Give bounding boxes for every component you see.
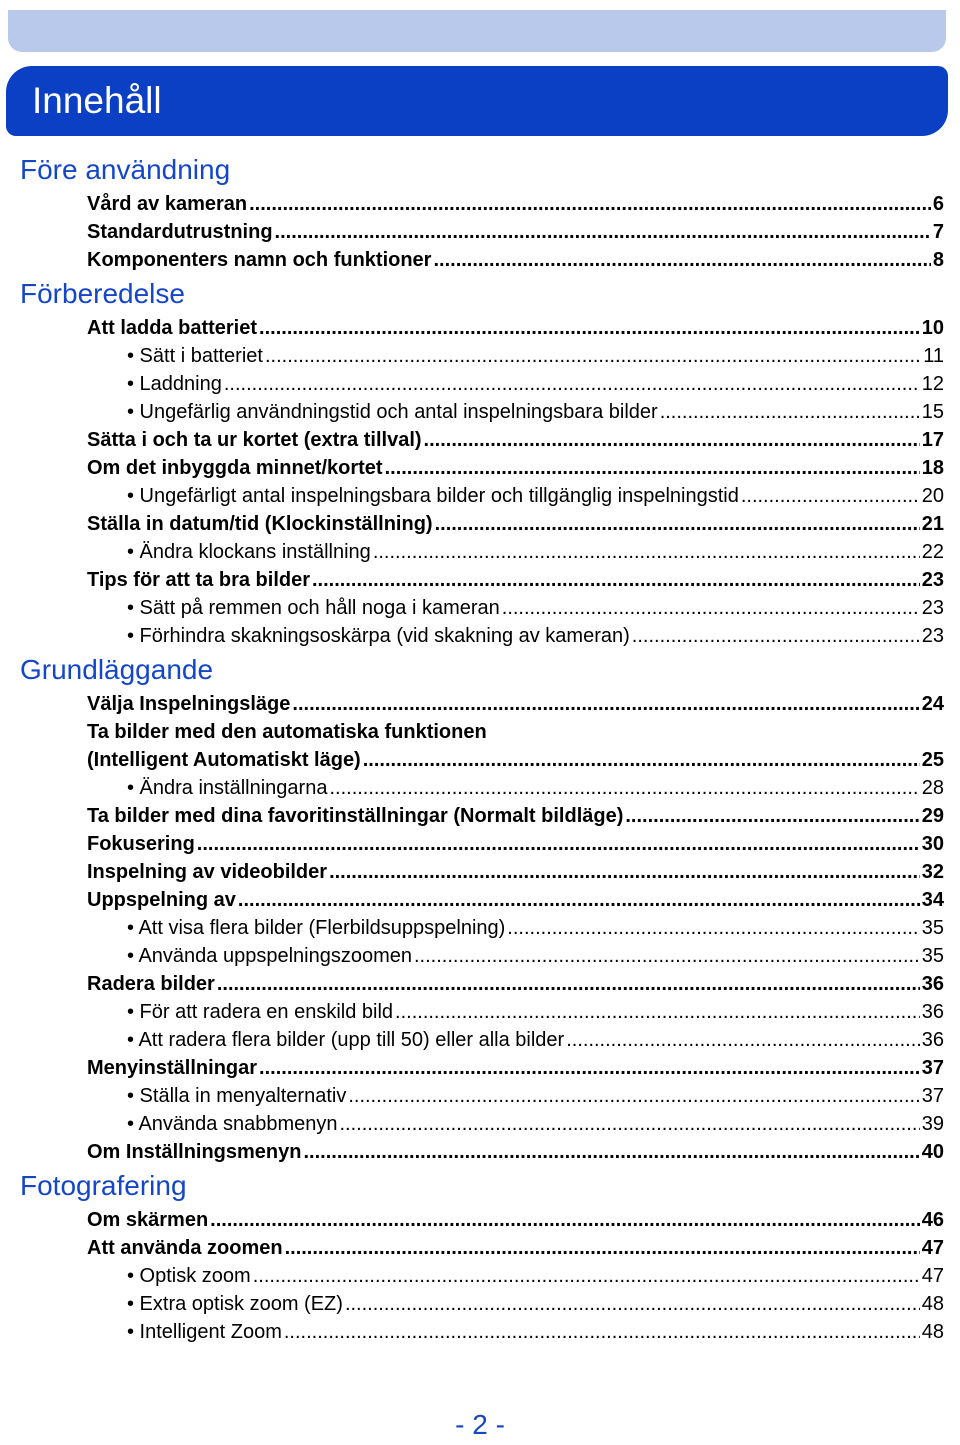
entry-page-number: 47	[921, 1237, 944, 1259]
entry-title: • Att radera flera bilder (upp till 50) eller alla bilder	[127, 1029, 565, 1051]
toc-subentry[interactable]	[127, 594, 944, 622]
entry-title: Vård av kameran	[87, 193, 248, 215]
dot-leader	[741, 482, 920, 510]
dot-leader	[259, 314, 920, 342]
toc-entry[interactable]	[87, 1054, 944, 1082]
entry-title: Radera bilder	[87, 973, 215, 995]
toc-entry[interactable]	[87, 314, 944, 342]
toc-entry[interactable]	[87, 218, 944, 246]
entry-page-number: 7	[932, 221, 944, 243]
dot-leader	[285, 1234, 920, 1262]
page-number: - 2 -	[455, 1409, 505, 1440]
title-banner	[6, 66, 948, 136]
entry-title: Välja Inspelningsläge	[87, 693, 291, 715]
entry-title: Att använda zoomen	[87, 1237, 283, 1259]
entry-page-number: 24	[921, 693, 944, 715]
entry-title: • Ändra inställningarna	[127, 777, 328, 799]
entry-page-number: 34	[921, 889, 944, 911]
dot-leader	[259, 1054, 920, 1082]
dot-leader	[303, 1138, 919, 1166]
entry-title: • Använda snabbmenyn	[127, 1113, 338, 1135]
dot-leader	[363, 746, 920, 774]
toc-entry[interactable]	[87, 566, 944, 594]
entry-title: Ta bilder med dina favoritinställningar (Normalt bildläge)	[87, 805, 624, 827]
dot-leader	[210, 1206, 920, 1234]
dot-leader	[329, 774, 919, 802]
entry-title: Att ladda batteriet	[87, 317, 258, 339]
entry-page-number: 39	[921, 1113, 944, 1135]
toc-entry[interactable]	[87, 802, 944, 830]
dot-leader	[249, 190, 931, 218]
toc-entry[interactable]	[87, 830, 944, 858]
dot-leader	[424, 426, 920, 454]
toc-entry[interactable]	[87, 1234, 944, 1262]
entry-page-number: 37	[921, 1085, 944, 1107]
dot-leader	[275, 218, 931, 246]
toc-subentry[interactable]	[127, 774, 944, 802]
toc-entry[interactable]	[87, 718, 944, 746]
dot-leader	[238, 886, 920, 914]
entry-title: • Ungefärligt antal inspelningsbara bilder och tillgänglig inspelningstid	[127, 485, 739, 507]
entry-page-number: 23	[921, 569, 944, 591]
entry-page-number: 32	[921, 861, 944, 883]
dot-leader	[502, 594, 920, 622]
toc-entry[interactable]	[87, 1138, 944, 1166]
entry-title: Fokusering	[87, 833, 195, 855]
entry-title: • Optisk zoom	[127, 1265, 251, 1287]
toc-subentry[interactable]	[127, 1110, 944, 1138]
entry-title: • Sätt på remmen och håll noga i kameran	[127, 597, 500, 619]
section-heading: Före användning	[20, 154, 231, 185]
toc-subentry[interactable]	[127, 370, 944, 398]
toc-entry[interactable]	[87, 454, 944, 482]
top-bar	[8, 10, 946, 52]
toc-subentry[interactable]	[127, 538, 944, 566]
entry-page-number: 12	[921, 373, 944, 395]
toc-subentry[interactable]	[127, 1082, 944, 1110]
entry-title: Ställa in datum/tid (Klockinställning)	[87, 513, 433, 535]
entry-page-number: 20	[921, 485, 944, 507]
toc-section	[0, 150, 960, 274]
entry-title: (Intelligent Automatiskt läge)	[87, 749, 361, 771]
entry-page-number: 22	[921, 541, 944, 563]
entry-title: • Ändra klockans inställning	[127, 541, 371, 563]
entry-page-number: 36	[921, 973, 944, 995]
entry-title: Tips för att ta bra bilder	[87, 569, 310, 591]
toc-subentry[interactable]	[127, 342, 944, 370]
entry-title: • För att radera en enskild bild	[127, 1001, 394, 1023]
section-heading: Fotografering	[20, 1170, 187, 1201]
dot-leader	[373, 538, 920, 566]
toc-entry[interactable]	[87, 858, 944, 886]
entry-title: • Förhindra skakningsoskärpa (vid skakning av kameran)	[127, 625, 630, 647]
dot-leader	[348, 1082, 919, 1110]
entry-title: • Laddning	[127, 373, 222, 395]
toc-entry[interactable]	[87, 510, 944, 538]
toc-entry[interactable]	[87, 690, 944, 718]
dot-leader	[385, 454, 920, 482]
entry-page-number: 18	[921, 457, 944, 479]
dot-leader	[340, 1110, 920, 1138]
entry-title: • Ställa in menyalternativ	[127, 1085, 347, 1107]
entry-page-number: 48	[921, 1293, 944, 1315]
entry-page-number: 47	[921, 1265, 944, 1287]
entry-page-number: 23	[921, 625, 944, 647]
entry-page-number: 21	[921, 513, 944, 535]
toc-section	[0, 650, 960, 1166]
dot-leader	[566, 1026, 920, 1054]
toc-subentry[interactable]	[127, 398, 944, 426]
dot-leader	[217, 970, 920, 998]
toc-entry[interactable]	[87, 970, 944, 998]
dot-leader	[433, 246, 930, 274]
toc-subentry[interactable]	[127, 622, 944, 650]
entry-title: Menyinställningar	[87, 1057, 258, 1079]
entry-title: Sätta i och ta ur kortet (extra tillval)	[87, 429, 422, 451]
toc-entry[interactable]	[87, 190, 944, 218]
entry-title: Om det inbyggda minnet/kortet	[87, 457, 383, 479]
dot-leader	[414, 942, 920, 970]
entry-title: • Att visa flera bilder (Flerbildsuppspelning)	[127, 917, 506, 939]
toc-subentry[interactable]	[127, 1262, 944, 1290]
toc-entry[interactable]	[87, 246, 944, 274]
dot-leader	[507, 914, 919, 942]
entry-page-number: 46	[921, 1209, 944, 1231]
entry-title: • Sätt i batteriet	[127, 345, 263, 367]
dot-leader	[292, 690, 919, 718]
toc-subentry[interactable]	[127, 1290, 944, 1318]
entry-page-number: 35	[921, 917, 944, 939]
toc-subentry[interactable]	[127, 1026, 944, 1054]
toc-subentry[interactable]	[127, 1318, 944, 1346]
dot-leader	[265, 342, 921, 370]
page-title: Innehåll	[32, 80, 162, 121]
entry-page-number: 36	[921, 1029, 944, 1051]
entry-page-number: 30	[921, 833, 944, 855]
entry-page-number: 29	[921, 805, 944, 827]
toc-subentry[interactable]	[127, 914, 944, 942]
table-of-contents	[0, 150, 960, 1346]
entry-page-number: 17	[921, 429, 944, 451]
toc-section	[0, 274, 960, 650]
section-heading: Grundläggande	[20, 654, 214, 685]
entry-title: • Extra optisk zoom (EZ)	[127, 1293, 343, 1315]
section-heading: Förberedelse	[20, 278, 185, 309]
entry-title: • Ungefärlig användningstid och antal inspelningsbara bilder	[127, 401, 658, 423]
dot-leader	[312, 566, 920, 594]
dot-leader	[632, 622, 920, 650]
entry-page-number: 10	[921, 317, 944, 339]
entry-page-number: 40	[921, 1141, 944, 1163]
dot-leader	[224, 370, 920, 398]
entry-page-number: 8	[932, 249, 944, 271]
entry-title: Inspelning av videobilder	[87, 861, 328, 883]
entry-page-number: 35	[921, 945, 944, 967]
dot-leader	[395, 998, 920, 1026]
dot-leader	[435, 510, 920, 538]
toc-entry[interactable]	[87, 886, 944, 914]
toc-entry[interactable]	[87, 426, 944, 454]
entry-page-number: 6	[932, 193, 944, 215]
dot-leader	[329, 858, 920, 886]
entry-title: Komponenters namn och funktioner	[87, 249, 432, 271]
dot-leader	[345, 1290, 920, 1318]
entry-page-number: 36	[921, 1001, 944, 1023]
entry-page-number: 28	[921, 777, 944, 799]
toc-entry[interactable]	[87, 746, 944, 774]
toc-subentry[interactable]	[127, 942, 944, 970]
toc-subentry[interactable]	[127, 998, 944, 1026]
entry-title: • Intelligent Zoom	[127, 1321, 282, 1343]
entry-page-number: 11	[923, 345, 944, 367]
toc-subentry[interactable]	[127, 482, 944, 510]
entry-title: Standardutrustning	[87, 221, 273, 243]
entry-page-number: 23	[921, 597, 944, 619]
dot-leader	[253, 1262, 920, 1290]
entry-page-number: 15	[921, 401, 944, 423]
entry-page-number: 37	[921, 1057, 944, 1079]
dot-leader	[197, 830, 920, 858]
entry-page-number: 48	[921, 1321, 944, 1343]
entry-page-number: 25	[921, 749, 944, 771]
entry-title: Uppspelning av	[87, 889, 236, 911]
entry-title: Ta bilder med den automatiska funktionen	[87, 721, 487, 743]
entry-title: • Använda uppspelningszoomen	[127, 945, 412, 967]
dot-leader	[625, 802, 919, 830]
dot-leader	[284, 1318, 920, 1346]
entry-title: Om Inställningsmenyn	[87, 1141, 302, 1163]
dot-leader	[660, 398, 920, 426]
entry-title: Om skärmen	[87, 1209, 209, 1231]
toc-entry[interactable]	[87, 1206, 944, 1234]
toc-section	[0, 1166, 960, 1346]
